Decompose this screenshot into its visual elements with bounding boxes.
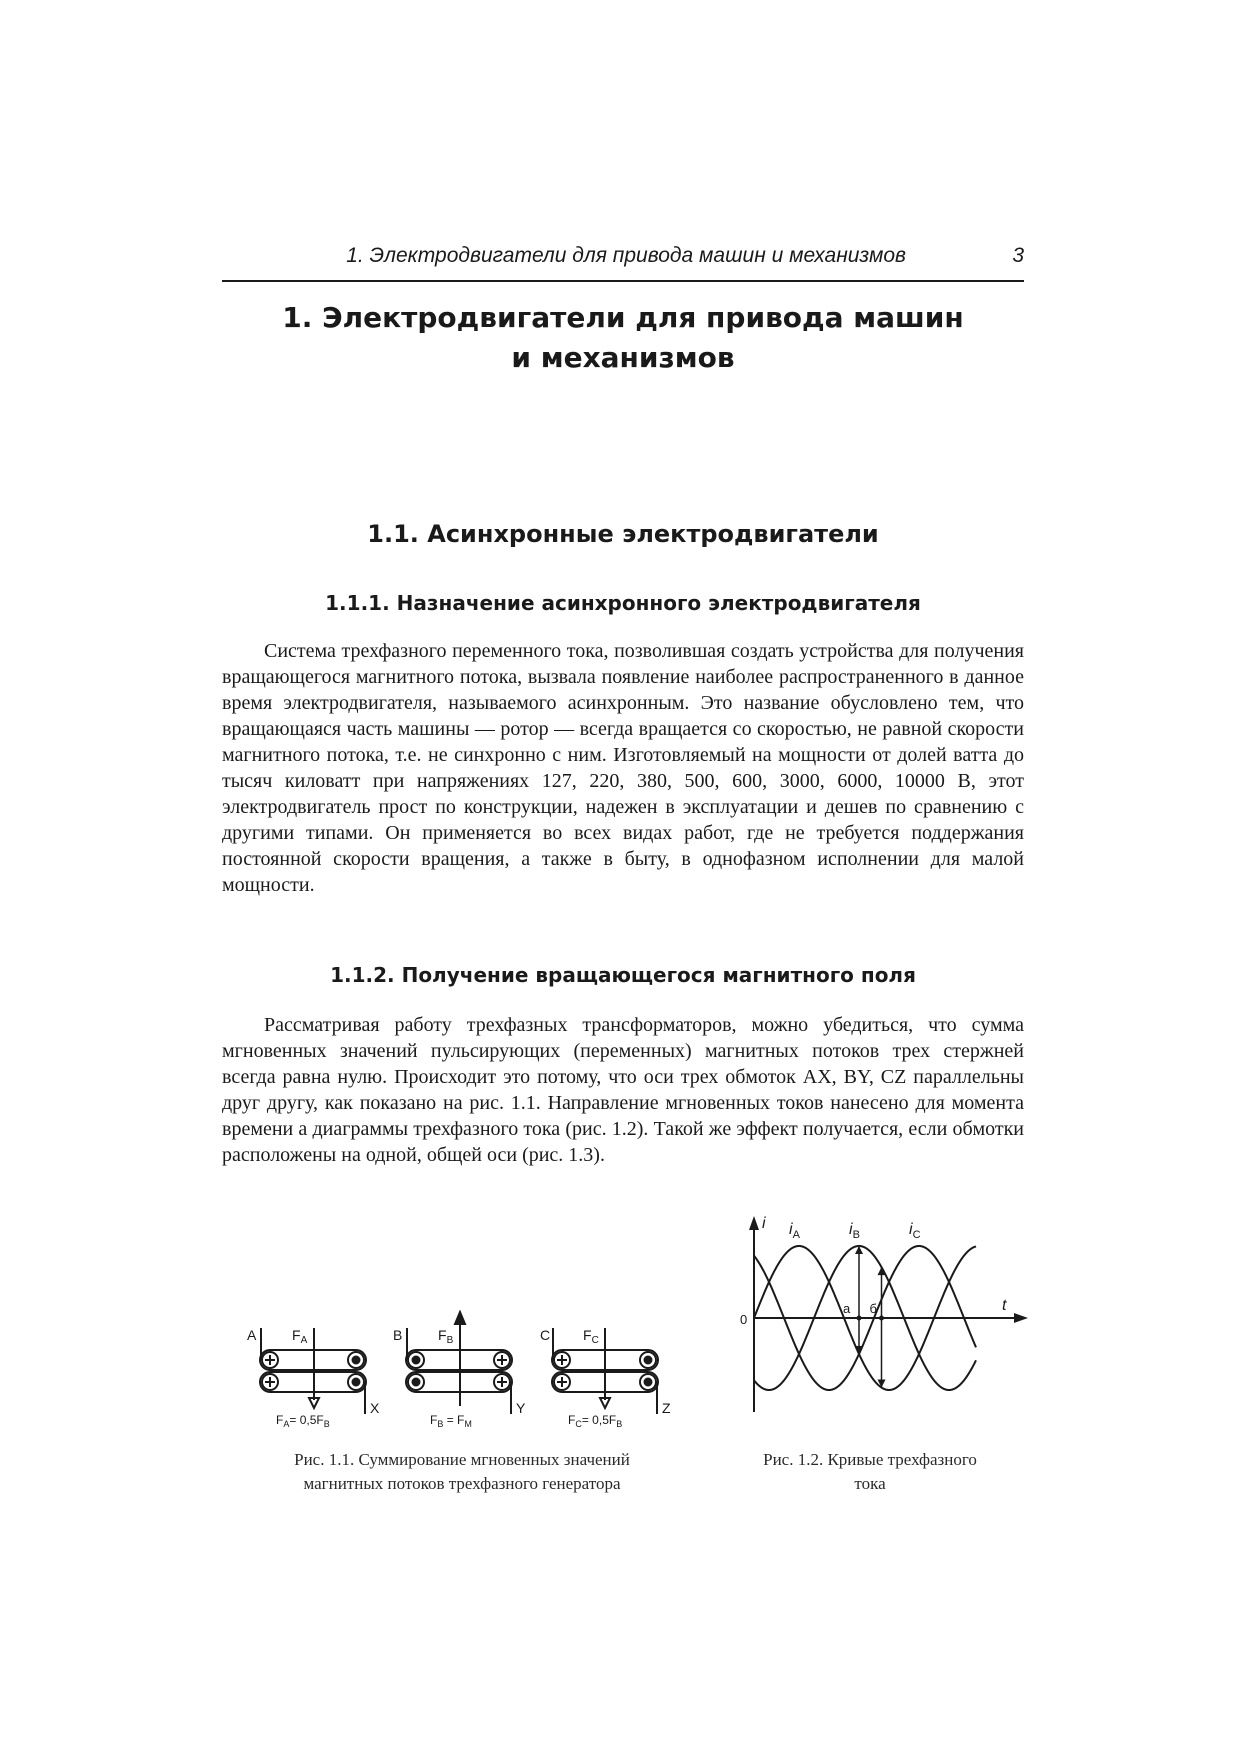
y-axis-label: i (762, 1215, 766, 1232)
figure-1-2-caption-line1: Рис. 1.2. Кривые трехфазного (763, 1450, 977, 1469)
subsection2-title: 1.1.2. Получение вращающегося магнитного поля (330, 963, 916, 987)
chapter-title-line1: 1. Электродвигатели для привода машин (282, 301, 964, 334)
subsection2-paragraph: Рассматривая работу трехфазных трансформаторов, можно убедиться, что сумма мгновенных значений пульсирующих (переменных) магнитных потоков трех стержней всегда равна нулю. Происходит это потому, что оси трех обмоток AX, BY, CZ параллельны друг другу, как показано на рис. 1.1. Направление мгновенных токов нанесено для момента времени а диаграммы трехфазного тока (рис. 1.2). Такой же эффект получается, если обмотки расположены на одной, общей оси (рис. 1.3). (222, 1014, 1024, 1166)
coil-c-end: Z (662, 1400, 671, 1416)
subsection1-title: 1.1.1. Назначение асинхронного электродвигателя (325, 591, 921, 615)
section-title: 1.1. Асинхронные электродвигатели (367, 520, 879, 548)
coil-b-flux: $F_B$ (438, 1327, 454, 1346)
coil-a (260, 1328, 366, 1414)
subsection1-paragraph: Система трехфазного переменного тока, позволившая создать устройства для получения вращающегося магнитного потока, вызвала появление наиболее распространенного в данное время электродвигателя, называемого асинхронным. Это название обусловлено тем, что вращающаяся часть машины — ротор — всегда вращается со скоростью, не равной скорости магнитного потока, т.е. не синхронно с ним. Изготовляемый на мощности от долей ватта до тысяч киловатт при напряжениях 127, 220, 380, 500, 600, 3000, 6000, 10000 В, этот электродвигатель прост по конструкции, надежен в эксплуатации и дешев по сравнению с другими типами. Он применяется во всех видах работ, где не требуется поддержания постоянной скорости вращения, а также в быту, в однофазном исполнении для малой мощности. (222, 640, 1024, 896)
coil-a-flux: $F_A$ (292, 1327, 308, 1346)
running-title: 1. Электродвигатели для привода машин и механизмов (346, 244, 906, 267)
x-axis-label: t (1002, 1297, 1007, 1314)
coil-a-equation: $F_A= 0,5F_B$ (276, 1413, 330, 1429)
curve-label-ib: $i_B$ (849, 1221, 860, 1241)
dot-icon (353, 1357, 360, 1364)
figure-1-1-caption (232, 1448, 692, 1496)
coil-b-equation: $F_B = F_M$ (430, 1413, 472, 1429)
curve-label-ic: $i_C$ (909, 1221, 921, 1241)
coil-a-start: A (247, 1327, 257, 1343)
coil-c-start: C (540, 1327, 551, 1343)
figure-1-2-caption (720, 1448, 1020, 1496)
running-header (222, 240, 1024, 282)
dot-icon (353, 1379, 360, 1386)
figure-1-2 (740, 1210, 1030, 1420)
dot-icon (413, 1379, 420, 1386)
marker-b-line-dot (879, 1316, 884, 1321)
dot-icon (413, 1357, 420, 1364)
x-axis-arrow-icon (1014, 1313, 1028, 1323)
chapter-title (222, 298, 1024, 378)
coil-b-end: Y (516, 1400, 526, 1416)
marker-a-line-dot (857, 1316, 862, 1321)
figure-1-1 (240, 1310, 690, 1430)
coil-c-flux: $F_C$ (583, 1327, 599, 1346)
coil-b-start: B (393, 1327, 403, 1343)
dot-icon (645, 1357, 652, 1364)
curve-label-ia: $i_A$ (789, 1221, 800, 1241)
coil-a-end: X (370, 1400, 380, 1416)
marker-b-label: б (869, 1301, 877, 1316)
dot-icon (645, 1379, 652, 1386)
chapter-title-line2: и механизмов (511, 341, 735, 374)
marker-a-label: a (843, 1301, 851, 1316)
figure-1-2-caption-line2: тока (854, 1474, 886, 1493)
figure-1-1-caption-line2: магнитных потоков трехфазного генератора (303, 1474, 621, 1493)
page-number: 3 (1012, 244, 1024, 267)
origin-label: 0 (740, 1312, 748, 1327)
coil-c (552, 1328, 658, 1414)
figure-1-1-caption-line1: Рис. 1.1. Суммирование мгновенных значений (294, 1450, 630, 1469)
coil-c-equation: $F_C= 0,5F_B$ (568, 1413, 623, 1429)
coil-b (406, 1312, 512, 1414)
y-axis-arrow-icon (749, 1216, 759, 1230)
